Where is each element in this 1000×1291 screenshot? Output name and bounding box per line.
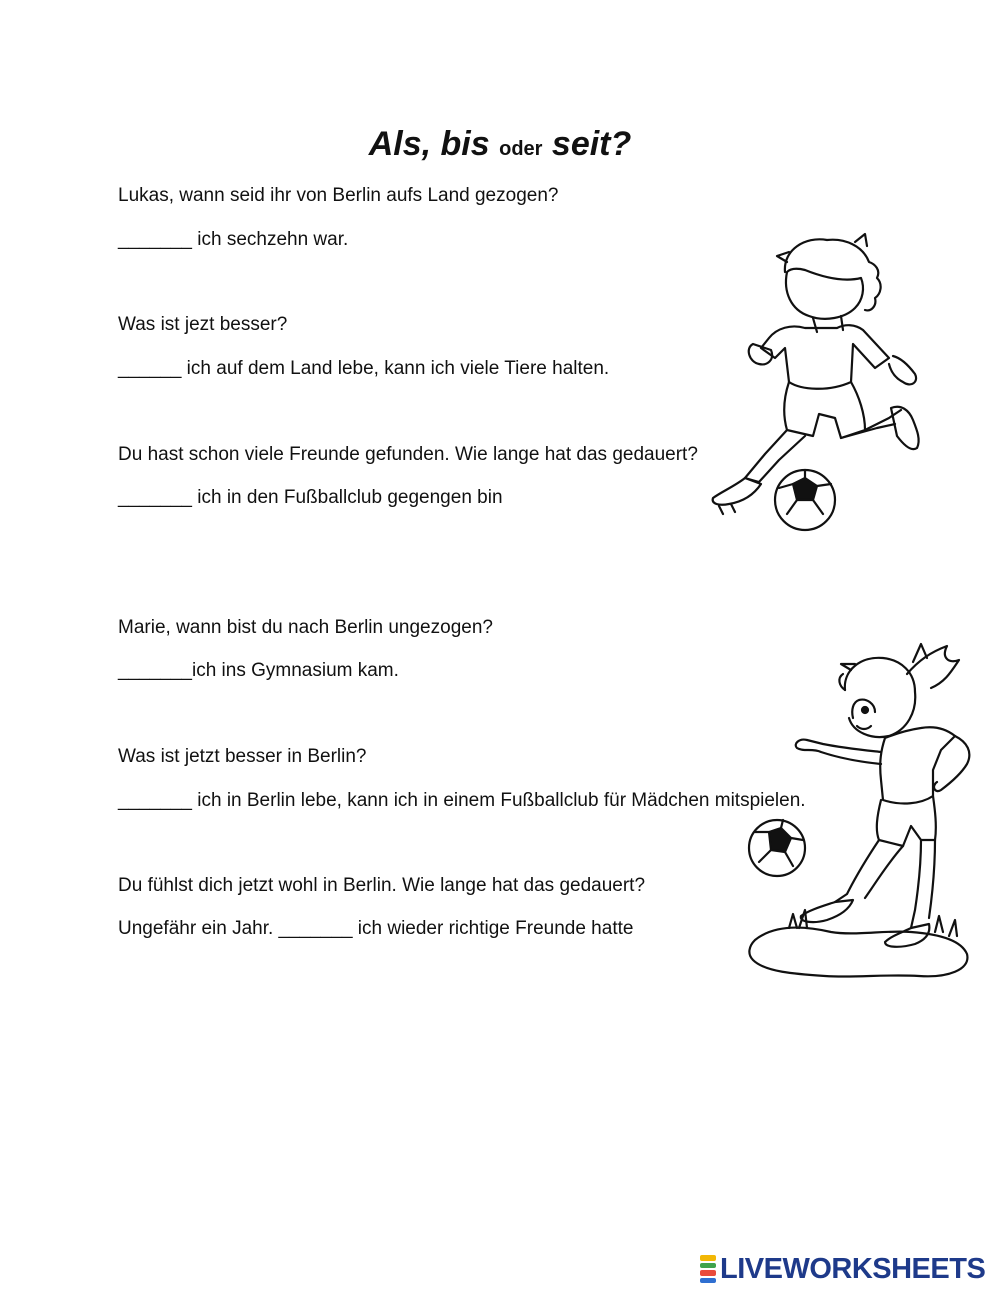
question-3: Du hast schon viele Freunde gefunden. Wie lange hat das gedauert? bbox=[118, 444, 698, 465]
girl-soccer-illustration bbox=[735, 640, 975, 985]
answer-1: _______ ich sechzehn war. bbox=[118, 229, 349, 250]
title-part-seit: seit? bbox=[551, 125, 632, 163]
liveworksheets-logo bbox=[700, 1252, 985, 1286]
question-2: Was ist jezt besser? bbox=[118, 314, 288, 335]
title-part-als-bis: Als, bis bbox=[368, 125, 490, 163]
question-4: Marie, wann bist du nach Berlin ungezogen? bbox=[118, 617, 493, 638]
liveworksheets-logo-icon bbox=[700, 1254, 716, 1284]
answer-6: Ungefähr ein Jahr. _______ ich wieder richtige Freunde hatte bbox=[118, 918, 634, 939]
boy-soccer-illustration bbox=[705, 232, 935, 537]
question-1: Lukas, wann seid ihr von Berlin aufs Land gezogen? bbox=[118, 185, 559, 206]
answer-5: _______ ich in Berlin lebe, kann ich in einem Fußballclub für Mädchen mitspielen. bbox=[118, 790, 806, 811]
answer-2: ______ ich auf dem Land lebe, kann ich viele Tiere halten. bbox=[118, 358, 610, 379]
answer-3: _______ ich in den Fußballclub gegengen bin bbox=[118, 487, 503, 508]
worksheet-title bbox=[0, 120, 1000, 173]
question-5: Was ist jetzt besser in Berlin? bbox=[118, 746, 367, 767]
liveworksheets-wordmark: LIVEWORKSHEETS bbox=[720, 1252, 986, 1285]
question-6: Du fühlst dich jetzt wohl in Berlin. Wie lange hat das gedauert? bbox=[118, 875, 646, 896]
answer-4: _______ich ins Gymnasium kam. bbox=[118, 660, 399, 681]
title-part-oder: oder bbox=[499, 138, 543, 160]
